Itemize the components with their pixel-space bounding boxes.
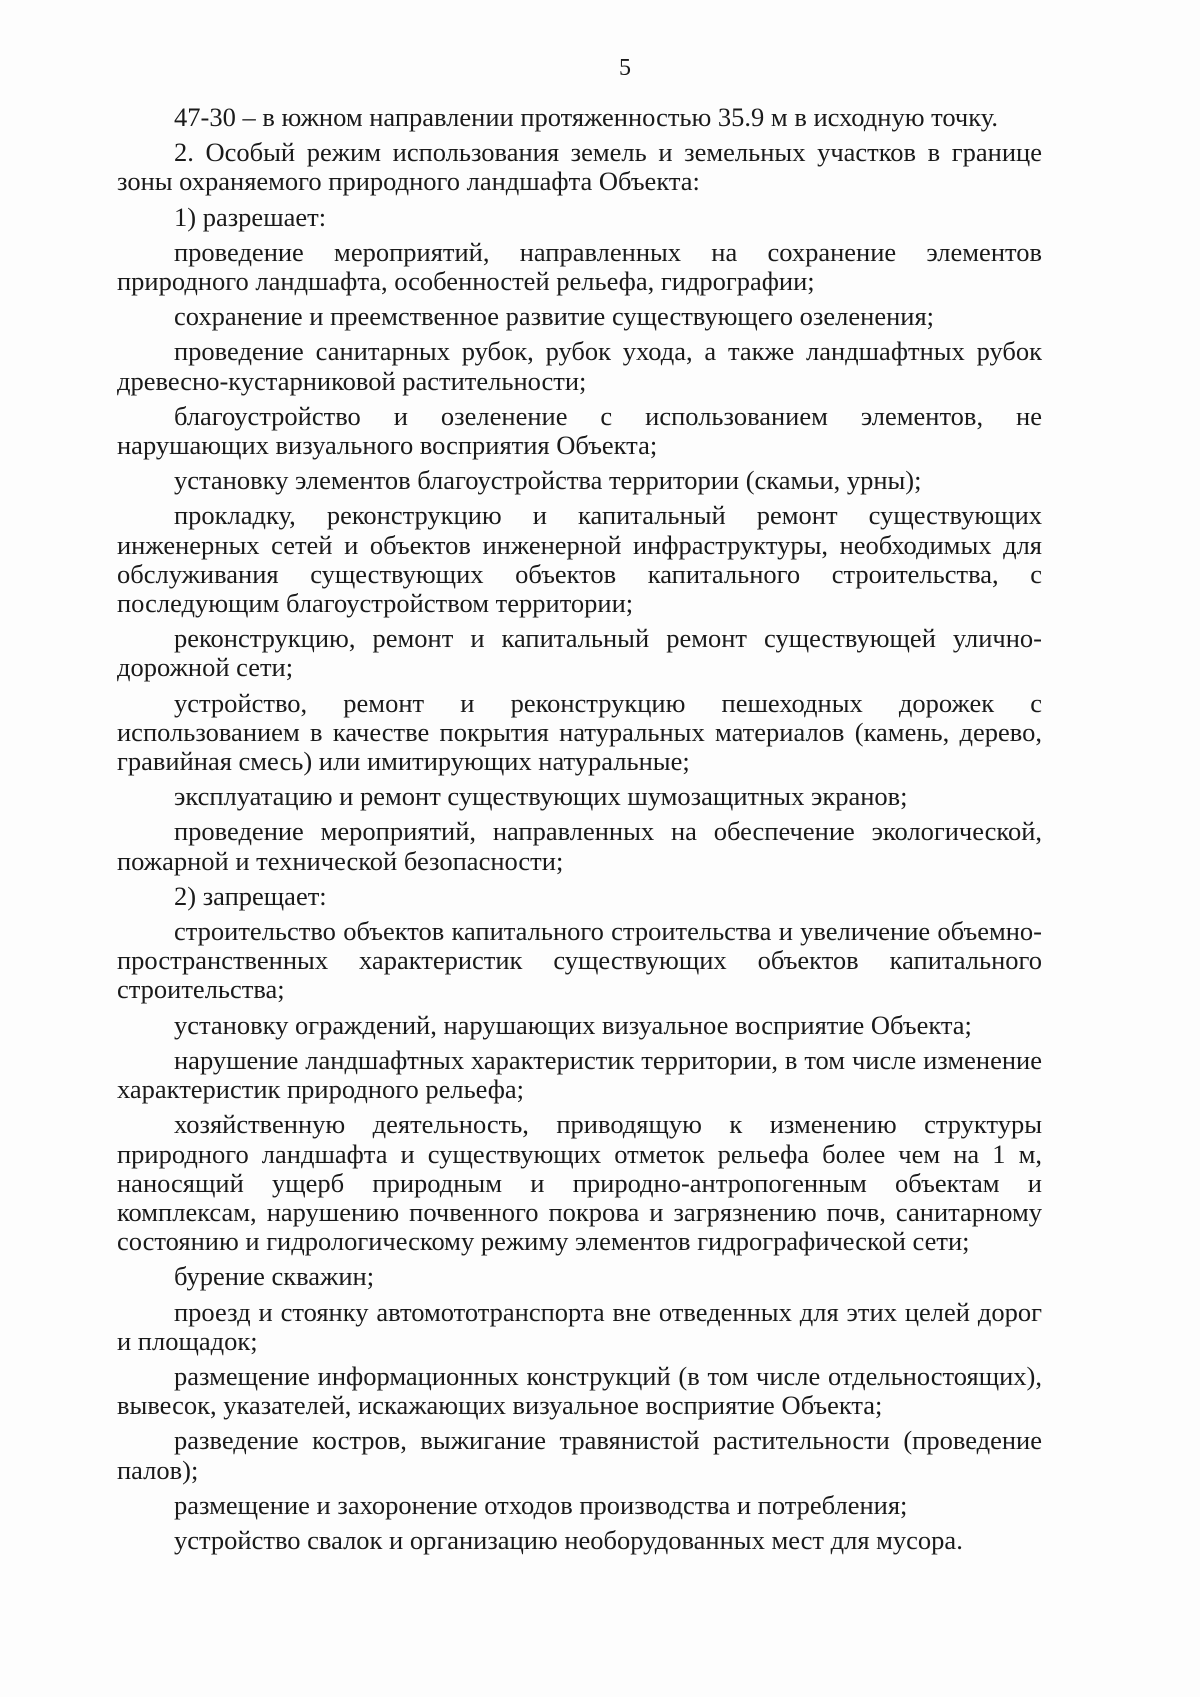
paragraph: прокладку, реконструкцию и капитальный ремонт существующих инженерных сетей и объектов инженерной инфраструктуры, необходимых для обслуживания существующих объектов капитального строительства, с последующим благоустройством территории; [117,500,1042,619]
paragraph: установку элементов благоустройства территории (скамьи, урны); [174,465,922,496]
paragraph: проведение мероприятий, направленных на сохранение элементов природного ландшафта, особенностей рельефа, гидрографии; [117,236,1042,297]
document-body [117,103,1042,1555]
paragraph: установку ограждений, нарушающих визуальное восприятие Объекта; [174,1009,972,1040]
paragraph: 2) запрещает: [174,880,327,911]
paragraph: проведение санитарных рубок, рубок ухода, а также ландшафтных рубок древесно-кустарниковой растительности; [117,336,1042,396]
paragraph: разведение костров, выжигание травянистой растительности (проведение палов); [117,1425,1042,1485]
paragraph: 1) разрешает: [174,201,327,232]
paragraph: проезд и стоянку автомототранспорта вне отведенных для этих целей дорог и площадок; [117,1296,1042,1356]
paragraph: нарушение ландшафтных характеристик территории, в том числе изменение характеристик природного рельефа; [117,1044,1042,1105]
paragraph: устройство свалок и организацию необорудованных мест для мусора. [174,1524,963,1555]
paragraph: строительство объектов капитального строительства и увеличение объемно-пространственных характеристик существующих объектов капитального строительства; [117,916,1042,1005]
paragraph: сохранение и преемственное развитие существующего озеленения; [174,301,935,332]
paragraph: размещение и захоронение отходов производства и потребления; [174,1489,908,1520]
paragraph: устройство, ремонт и реконструкцию пешеходных дорожек с использованием в качестве покрытия натуральных материалов (камень, дерево, гравийная смесь) или имитирующих натуральные; [117,687,1042,777]
paragraph: эксплуатацию и ремонт существующих шумозащитных экранов; [174,781,908,812]
paragraph: бурение скважин; [174,1261,375,1292]
paragraph: хозяйственную деятельность, приводящую к изменению структуры природного ландшафта и существующих отметок рельефа более чем на 1 м, наносящий ущерб природным и природно-антропогенным объектам и комплексам, нарушению почвенного покрова и загрязнению почв, санитарному состоянию и гидрологическому режиму элементов гидрографической сети; [117,1109,1042,1257]
paragraph: проведение мероприятий, направленных на обеспечение экологической, пожарной и технической безопасности; [117,816,1042,876]
page-number: 5 [619,55,631,81]
paragraph: 2. Особый режим использования земель и земельных участков в границе зоны охраняемого природного ландшафта Объекта: [117,137,1042,197]
paragraph: 47-30 – в южном направлении протяженностью 35.9 м в исходную точку. [174,102,998,132]
paragraph: размещение информационных конструкций (в том числе отдельностоящих), вывесок, указателей, искажающих визуальное восприятие Объекта; [117,1360,1042,1421]
paragraph: благоустройство и озеленение с использованием элементов, не нарушающих визуального восприятия Объекта; [117,400,1042,461]
paragraph: реконструкцию, ремонт и капитальный ремонт существующей улично-дорожной сети; [117,623,1042,683]
